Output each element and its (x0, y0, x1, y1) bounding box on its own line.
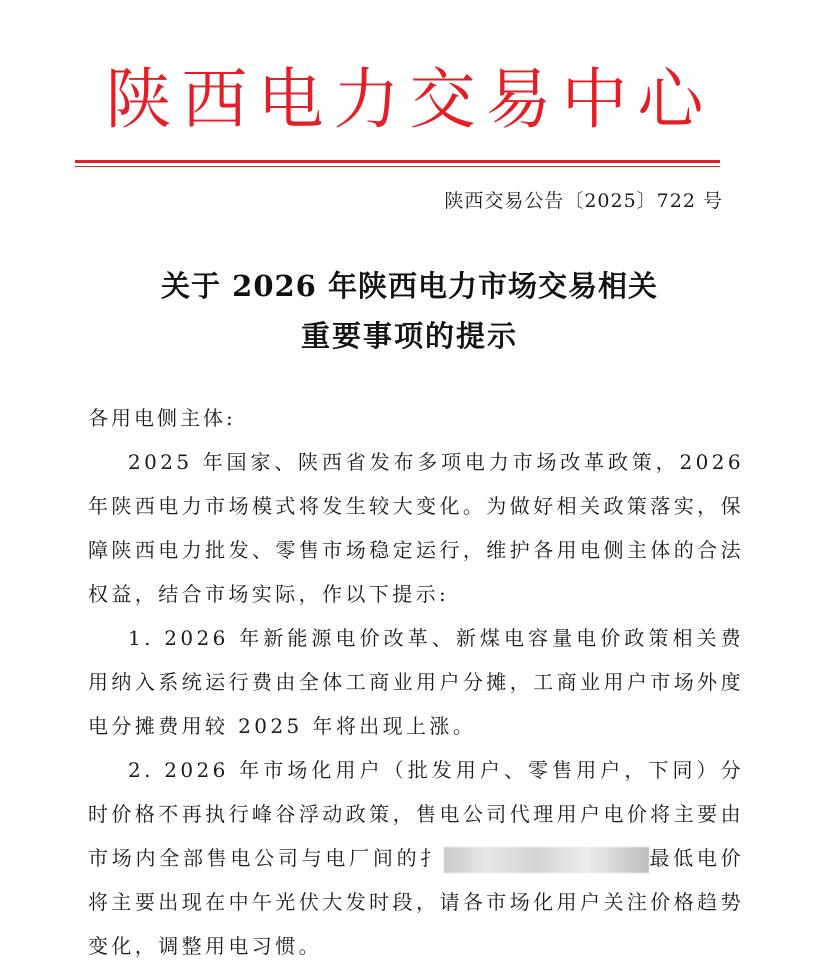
paragraph-item-2-before: 2. 2026 年市场化用户（批发用户、零售用户，下同）分时价格不再执行峰谷浮动政策，售电公司代理用户电价将主要由市场内全部售电公司与电厂间的扌 (88, 758, 744, 870)
paragraph-intro (88, 440, 744, 616)
paragraph-item-2 (88, 748, 744, 968)
salutation: 各用电侧主体: (88, 406, 236, 430)
paragraph-intro-text: 2025 年国家、陕西省发布多项电力市场改革政策，2026 年陕西电力市场模式将发生较大变化。为做好相关政策落实，保障陕西电力批发、零售市场稳定运行，维护各用电侧主体的合法权益，结合市场实际，作以下提示: (88, 450, 744, 606)
red-divider-thin (75, 166, 720, 167)
title-line-2: 重要事项的提示 (300, 319, 518, 353)
org-masthead: 陕西电力交易中心 (105, 61, 714, 138)
paragraph-item-2-after: 最低电价将主要出现在中午光伏大发时段，请各市场化用户关注价格趋势变化，调整用电习惯。 (88, 846, 744, 958)
paragraph-item-1-text: 1. 2026 年新能源电价改革、新煤电容量电价政策相关费用纳入系统运行费由全体工商业用户分摊，工商业用户市场外度电分摊费用较 2025 年将出现上涨。 (88, 626, 744, 738)
redaction-blur (444, 847, 649, 873)
document-number: 陕西交易公告〔2025〕722 号 (444, 190, 723, 212)
paragraph-item-2-text (88, 748, 744, 968)
paragraph-item-1 (88, 616, 744, 748)
title-line-1: 关于 2026 年陕西电力市场交易相关 (161, 269, 658, 303)
red-divider-thick (75, 160, 720, 163)
